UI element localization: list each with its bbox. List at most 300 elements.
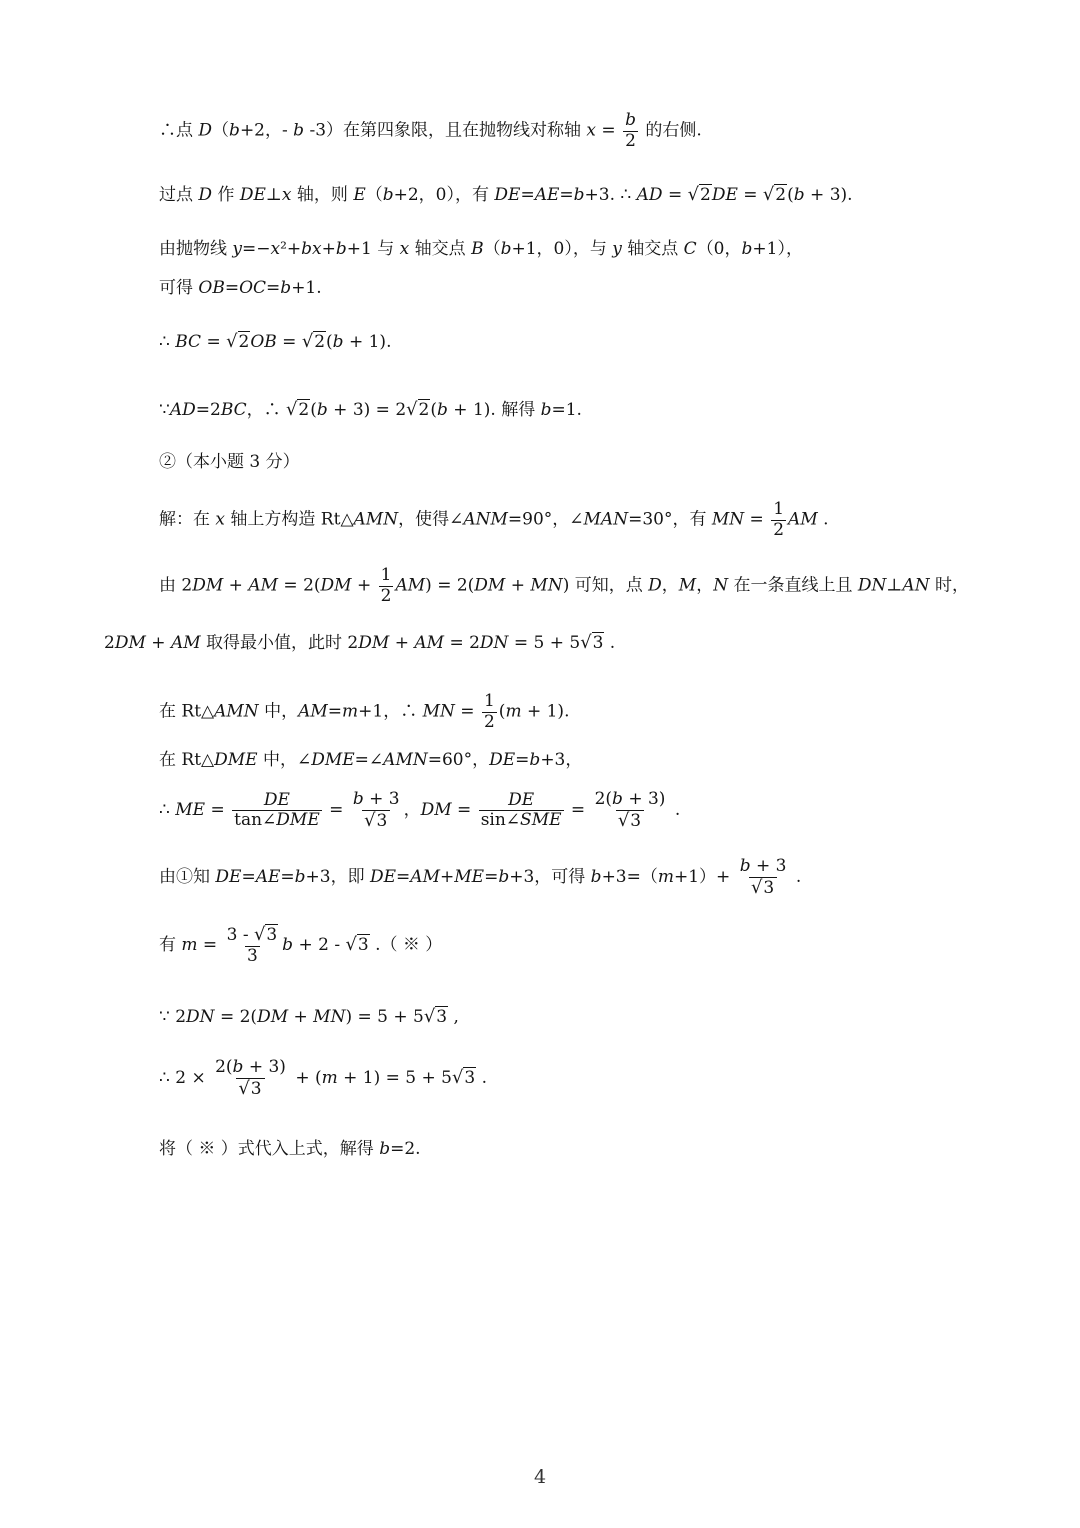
math-variable: DE [508,789,535,810]
text-run: + [145,633,171,653]
math-variable: y [232,239,243,259]
text-run: + 1). [521,701,570,722]
text-run: + 3 [750,856,787,876]
math-variable: MN [711,509,745,530]
math-variable: b [232,1057,244,1077]
text-run: +1）+ [674,867,736,888]
text-run: （ [212,120,230,141]
text-run: （ [483,239,501,259]
text-run: +2，0），有 [393,185,495,205]
text-run: 2 [483,711,495,732]
square-root [688,186,712,204]
math-variable: AMN [383,750,428,770]
text-run: ∴点 [159,120,199,141]
text-run: 2( [215,1057,233,1077]
square-root [345,936,369,954]
math-variable: AMN [214,701,259,722]
fraction-denominator [623,131,638,152]
radical-sign-icon: √ [301,331,314,352]
text-run: =2 [195,400,221,420]
fraction-denominator [362,810,390,832]
fraction-numerator [213,1058,288,1078]
fraction-numerator [351,790,402,810]
text-run: + [389,633,415,653]
text-run: =60°， [427,750,490,770]
line-ob-equals-oc [159,280,322,297]
math-variable: b [282,935,294,956]
line-part-two-heading [159,454,300,471]
line-collinear-condition [159,566,969,606]
text-run: = [276,332,302,352]
math-variable: D [198,185,213,205]
text-run: +1，∴ [358,701,423,722]
square-root [302,333,326,351]
line-de-relation [159,857,801,898]
math-variable: b [793,185,805,205]
text-run: + 1). 解得 [447,400,541,420]
math-variable: D [198,120,213,141]
math-variable: AM [410,867,440,888]
radicand: 2 [314,332,326,352]
fraction [225,925,281,966]
math-variable: y [612,239,622,259]
text-run: + [505,575,531,596]
text-run: ⊥ [265,185,282,205]
fraction [213,1058,288,1099]
math-variable: MN [422,701,455,722]
math-variable: ANM [463,509,508,530]
text-run: 解：在 [159,509,216,530]
text-run: + 1) = 5 + 5 [337,1068,452,1089]
text-run: 将（ ※ ）式代入上式，解得 [159,1139,380,1159]
text-run: = [323,800,349,821]
text-run: + [439,867,455,888]
text-run: , [448,1007,459,1027]
text-run: + [321,239,336,259]
line-m-expression [159,925,442,966]
radicand: 2 [775,185,787,205]
text-run: 中，∠ [257,750,312,770]
text-run: + [223,575,249,596]
math-variable: DM [358,633,390,653]
fraction-numerator [506,791,536,811]
text-run: 轴交点 [409,239,472,259]
text-run: = [662,185,688,205]
math-variable: AE [255,867,281,888]
text-run: .（ ※ ） [369,935,443,956]
math-variable: DM [474,575,506,596]
fraction [379,566,394,606]
text-run: ( [787,185,794,205]
page-number: 4 [533,1466,547,1488]
text-run: 在一条直线上且 [728,575,858,596]
math-variable: DE [263,789,290,810]
math-variable: b [500,239,512,259]
text-run: +3， [540,750,583,770]
math-variable: AE [534,185,560,205]
text-run: +1. [291,278,322,298]
math-variable: OB [250,332,277,352]
text-run: =30°，有 [628,509,712,530]
text-run: = [197,935,223,956]
text-run: +3. ∴ [584,185,637,205]
math-variable: DME [276,810,320,831]
math-variable: DM [420,800,452,821]
text-run: ∴ 2 × [159,1068,212,1089]
text-run: 有 [159,935,182,956]
text-run: =1. [551,400,582,420]
radicand: 3 [376,810,388,831]
radical-sign-icon: √ [580,632,592,653]
square-root [763,186,787,204]
math-variable: BC [220,400,247,420]
text-run: + [351,575,377,596]
radicand: 2 [238,332,250,352]
line-me-dm-values [159,790,680,831]
math-variable: DME [311,750,355,770]
math-variable: AN [902,575,930,596]
math-variable: b [280,278,292,298]
text-run: ∵ [159,400,170,420]
text-run: + 1). [343,332,392,352]
math-variable: OC [239,278,267,298]
text-run: +1）， [752,239,803,259]
text-run: ∵ 2 [159,1007,187,1027]
math-variable: b [382,185,394,205]
square-root [406,401,430,419]
text-run: = [451,800,477,821]
text-run: 3 [246,945,258,966]
math-variable: b [529,750,541,770]
math-variable: DN [186,1007,215,1027]
text-run: =− [242,239,271,259]
line-parabola-intercepts [159,241,803,258]
text-run: = [205,800,231,821]
text-run: + 3) [243,1057,286,1077]
text-run: 在 Rt△ [159,750,215,770]
text-run: . [790,867,802,888]
math-variable: AD [169,400,196,420]
square-root [452,1069,476,1087]
math-variable: ME [454,867,485,888]
radical-sign-icon: √ [452,1067,464,1089]
math-variable: C [683,239,697,259]
text-run: = 5 + 5 [508,633,581,653]
math-variable: m [342,701,359,722]
math-variable: ME [175,800,206,821]
line-d-fourth-quadrant [159,111,702,151]
math-variable: AM [788,509,818,530]
text-run: = [520,185,535,205]
text-run: = [327,701,343,722]
text-run: + 3). [804,185,853,205]
math-variable: AMN [353,509,399,530]
text-run: = [241,867,256,888]
fraction-denominator [232,810,322,831]
math-variable: m [181,935,198,956]
text-run: +1，0），与 [511,239,613,259]
math-variable: b [316,400,328,420]
radical-sign-icon: √ [423,1006,436,1027]
fraction [771,500,786,540]
text-run: =90°，∠ [507,509,584,530]
radicand: 3 [250,1078,262,1099]
line-construct-triangle [159,500,829,540]
fraction-denominator [479,810,564,831]
text-run: 中， [258,701,299,722]
math-variable: AM [414,633,445,653]
line-perpendicular-de [159,186,853,204]
math-variable: b [379,1139,391,1159]
math-variable: DM [257,1007,289,1027]
radical-sign-icon: √ [253,924,266,945]
text-run: 3 - [226,925,254,945]
math-variable: DME [214,750,258,770]
text-run: 时， [929,575,969,596]
text-run: +3，即 [305,867,370,888]
text-run: = [201,332,227,352]
line-equation-substitute [159,1058,487,1099]
math-variable: DM [114,633,146,653]
math-variable: b [590,867,602,888]
text-run: + 2 - [293,935,346,956]
text-run: 2 [104,633,115,653]
text-run: +2，- [239,120,294,141]
math-variable: M [678,575,697,596]
text-run: ( [430,400,437,420]
radicand: 3 [357,935,369,956]
square-root [364,811,388,832]
math-variable: DE [215,867,242,888]
radicand: 3 [763,877,775,898]
math-variable: x [586,120,597,141]
text-run: +1 与 [346,239,400,259]
math-variable: DN [857,575,887,596]
line-bc-value [159,333,391,351]
math-variable: m [321,1068,338,1089]
math-variable: b [352,789,364,809]
text-run: =2. [390,1139,421,1159]
text-run: + ( [289,1068,322,1089]
text-run: . [604,633,616,653]
radical-sign-icon: √ [762,184,775,205]
text-run: = [596,120,622,141]
text-run: = [396,867,411,888]
math-variable: b [625,110,636,130]
fraction [623,111,638,151]
math-variable: b [498,867,510,888]
text-run: +3=（ [601,867,658,888]
math-variable: B [471,239,484,259]
fraction-numerator [771,500,786,520]
math-variable: BC [175,332,202,352]
text-run: ( [310,400,317,420]
math-variable: bx [301,239,322,259]
text-run: = [565,800,591,821]
text-run: ⊥ [886,575,903,596]
text-run: ∴ [159,800,176,821]
radicand: 3 [630,810,642,831]
math-variable: b [335,239,347,259]
line-solve-b1 [159,401,582,419]
square-root [580,634,604,652]
fraction-numerator [593,790,668,810]
math-variable: b [437,400,448,420]
text-run: + 3) [622,789,666,809]
fraction-denominator [482,712,497,733]
math-variable: OB [198,278,225,298]
fraction-numerator [225,925,281,946]
math-variable: x [215,509,225,530]
math-variable: N [713,575,729,596]
radicand: 2 [298,400,310,420]
text-run: 的右侧. [639,120,702,141]
text-run: = 2( [278,575,321,596]
text-run: = [484,867,499,888]
fraction-denominator [616,810,644,832]
square-root [286,401,310,419]
math-variable: DE [494,185,521,205]
text-run: = [744,509,770,530]
line-mn-value [159,692,569,732]
fraction-denominator [771,520,786,541]
text-run: +3，可得 [509,867,591,888]
text-run: 轴交点 [621,239,684,259]
text-run: . [817,509,829,530]
radicand: 3 [266,925,278,945]
text-run: 2 [625,130,636,151]
radicand: 3 [592,633,604,653]
text-run: ( [326,332,333,352]
text-run: 2( [594,789,613,809]
text-run: 作 [212,185,240,205]
math-variable: D [648,575,662,596]
square-root [618,811,642,832]
radical-sign-icon: √ [751,876,763,898]
text-run: ) = 2( [425,575,475,596]
line-2dn-value [159,1008,459,1026]
radical-sign-icon: √ [238,1077,250,1099]
square-root [751,878,775,899]
text-run: 由①知 [159,867,216,888]
math-variable: b [739,856,751,876]
math-variable: AM [395,575,426,596]
text-run: ∴ [159,332,176,352]
text-run: ， [661,575,679,596]
text-run: ， [696,575,714,596]
text-run: 轴上方构造 Rt△ [225,509,354,530]
fraction-denominator [236,1078,264,1100]
text-run: + [288,1007,314,1027]
fraction-denominator [749,877,777,899]
text-run: = [266,278,281,298]
fraction [479,791,564,831]
text-run: ( [498,701,506,722]
radical-sign-icon: √ [286,399,298,420]
radicand: 3 [464,1068,476,1089]
math-variable: x [399,239,410,259]
math-variable: AM [170,633,201,653]
square-root [226,333,250,351]
fraction-numerator [738,857,789,877]
text-run: （ [365,185,383,205]
text-run: （0， [696,239,742,259]
radical-sign-icon: √ [687,184,699,205]
radical-sign-icon: √ [226,331,238,352]
fraction-numerator [623,111,638,131]
math-variable: SME [520,810,562,831]
text-run: ，∴ [246,400,287,420]
math-variable: b [573,185,585,205]
math-variable: DM [320,575,352,596]
fraction [351,790,402,831]
radicand: 3 [436,1007,448,1027]
text-run: = [515,750,530,770]
radicand: 2 [699,185,711,205]
text-run: 2 [380,585,392,606]
line-triangle-dme [159,752,582,769]
text-run: 1 [773,499,785,519]
text-run: ) 可知，点 [562,575,649,596]
line-minimum-value [104,634,615,652]
text-run: ②（本小题 3 分） [159,452,300,472]
math-variable: x [281,185,292,205]
radical-sign-icon: √ [617,809,630,831]
text-run: 轴，则 [291,185,354,205]
square-root [254,925,278,946]
math-variable: DE [489,750,516,770]
text-run: 由抛物线 [159,239,233,259]
math-variable: AM [248,575,279,596]
text-run: 在 Rt△ [159,701,215,722]
line-final-answer [159,1141,421,1158]
math-variable: b [540,400,552,420]
text-run: =∠ [354,750,384,770]
fraction [593,790,668,831]
text-run: + 3) = 2 [327,400,407,420]
text-run: 可得 [159,278,199,298]
math-variable: x [270,239,281,259]
text-run: + 3 [363,789,400,809]
text-run: = [737,185,763,205]
text-run: = 2 [444,633,480,653]
math-variable: MN [313,1007,346,1027]
math-variable: DM [192,575,224,596]
text-run: = [454,701,480,722]
text-run: ，使得∠ [398,509,464,530]
radicand: 2 [418,400,430,420]
math-variable: b [294,867,306,888]
math-variable: b [229,120,240,141]
math-variable: DN [479,633,509,653]
text-run: 2 [773,519,785,540]
text-run: . [476,1068,488,1089]
math-variable: AM [298,701,328,722]
math-variable: b [293,120,305,141]
text-run: ²+ [280,239,302,259]
math-variable: DE [239,185,266,205]
math-variable: DE [711,185,738,205]
math-variable: MAN [583,509,629,530]
math-variable: DE [370,867,397,888]
text-run: = [280,867,295,888]
text-run: ， [403,800,421,821]
math-variable: AD [636,185,663,205]
text-run: ) = 5 + 5 [345,1007,424,1027]
fraction-numerator [379,566,394,586]
fraction [738,857,789,898]
text-run: 1 [483,691,495,711]
